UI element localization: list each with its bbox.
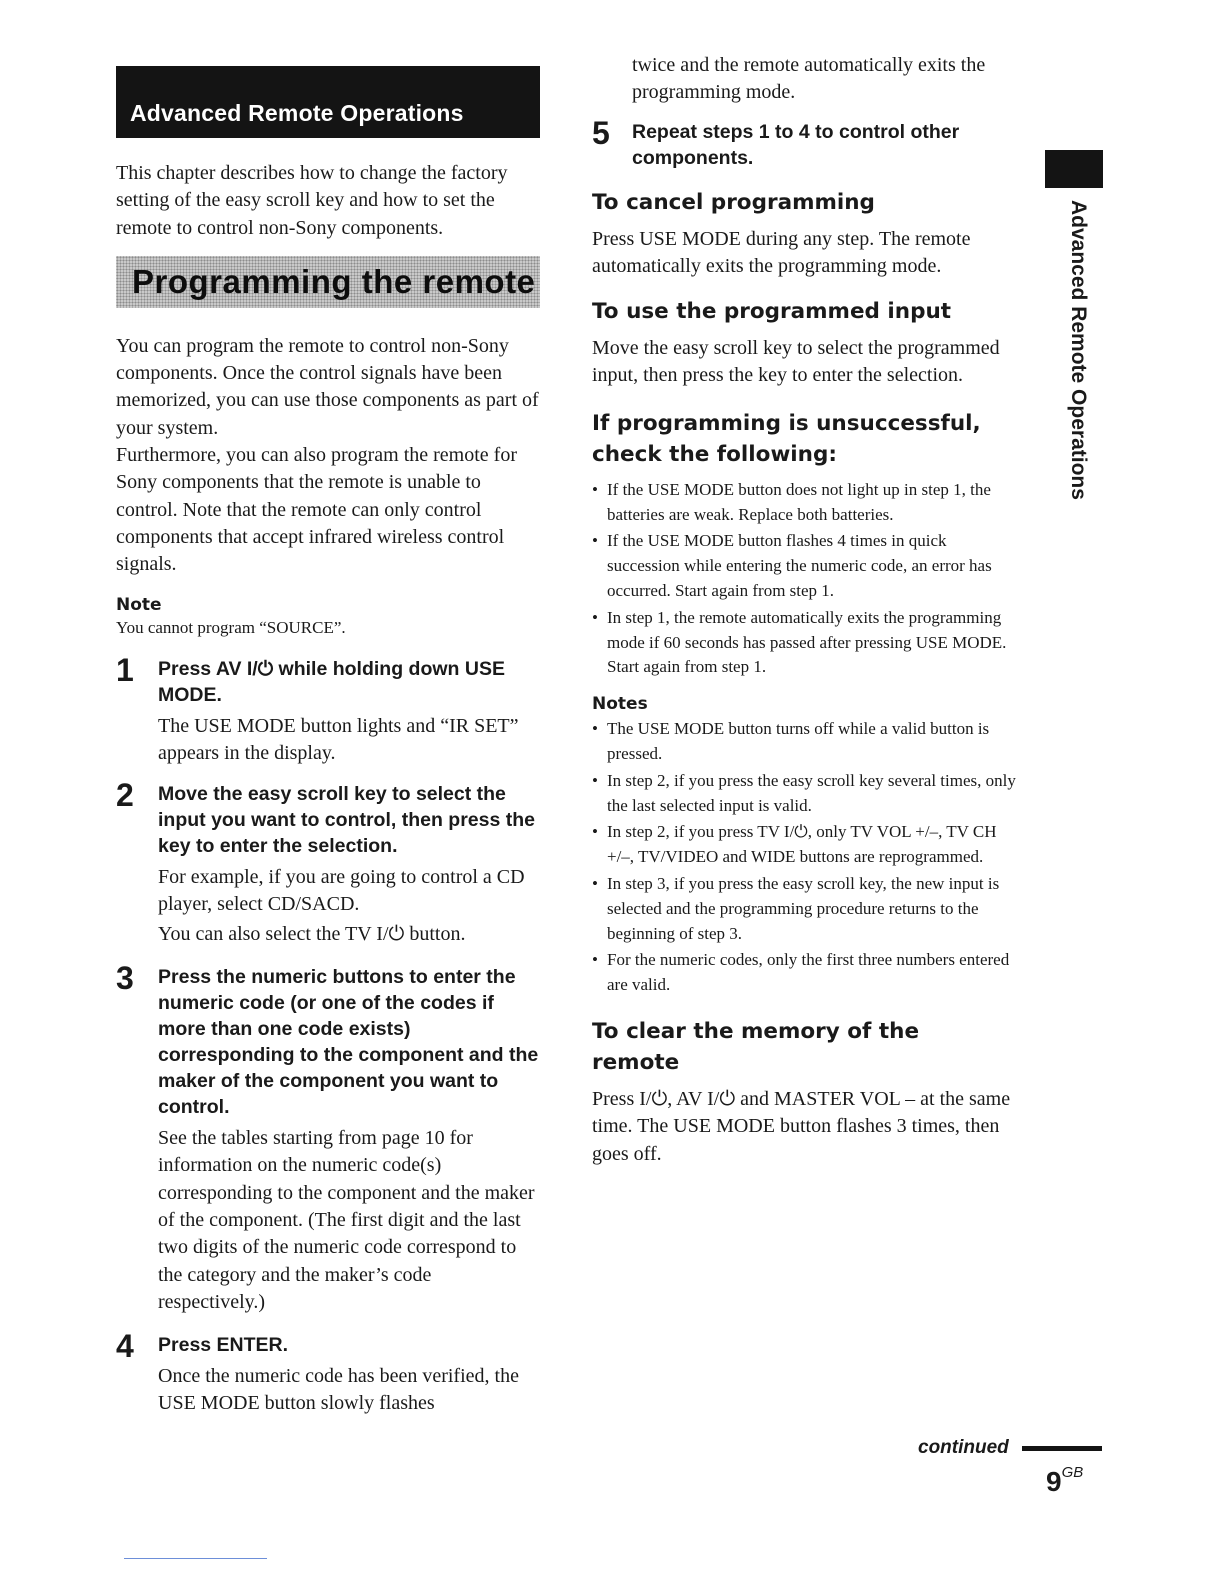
step-2 bbox=[116, 777, 540, 948]
step-number: 4 bbox=[116, 1328, 134, 1365]
list-item: • If the USE MODE button does not light up in step 1, the batteries are weak. Replace both batteries. bbox=[592, 478, 1022, 528]
bottom-rule bbox=[124, 1558, 267, 1559]
chapter-tab-marker bbox=[1045, 150, 1103, 188]
step-text: For example, if you are going to control a CD player, select CD/SACD. bbox=[158, 866, 525, 916]
list-item: • In step 3, if you press the easy scroll key, the new input is selected and the programming procedure returns to the beginning of step 3. bbox=[592, 872, 1022, 946]
step-number: 1 bbox=[116, 651, 134, 688]
step-1 bbox=[116, 651, 540, 768]
step-4 bbox=[116, 1328, 540, 1418]
step-text: See the tables starting from page 10 for information on the numeric code(s) corresponding to the component and the maker of the component. (The first digit and the last two digits of the numeric code correspond to the category and the maker’s code respectively.) bbox=[158, 1127, 535, 1313]
note-text: You cannot program “SOURCE”. bbox=[116, 617, 346, 637]
list-item: • In step 2, if you press TV I/⏻, only TV VOL +/–, TV CH +/–, TV/VIDEO and WIDE buttons are reprogrammed. bbox=[592, 820, 1022, 870]
step-text: Once the numeric code has been verified, the USE MODE button slowly flashes bbox=[158, 1365, 519, 1415]
use-input-heading: To use the programmed input bbox=[592, 299, 952, 325]
step-3 bbox=[116, 960, 540, 1316]
side-chapter-label-text: Advanced Remote Operations bbox=[1067, 200, 1090, 500]
unsuccessful-list bbox=[592, 478, 1022, 680]
step-heading: Press the numeric buttons to enter the numeric code (or one of the codes if more than one code exists) corresponding to the component and the maker of the component you want to control. bbox=[158, 966, 539, 1119]
right-column bbox=[592, 52, 1022, 1168]
notes-heading: Notes bbox=[592, 694, 648, 715]
list-item: • If the USE MODE button flashes 4 times in quick succession while entering the numeric code, an error has occurred. Start again from step 1. bbox=[592, 529, 1022, 603]
paragraph-2: Furthermore, you can also program the remote for Sony components that the remote is unable to control. Note that the remote can only control components that accept infrared wireless control signals. bbox=[116, 444, 517, 576]
list-item: • The USE MODE button turns off while a valid button is pressed. bbox=[592, 717, 1022, 767]
cancel-text: Press USE MODE during any step. The remote automatically exits the programming mode. bbox=[592, 227, 971, 277]
note-heading: Note bbox=[116, 594, 162, 615]
step-text: You can also select the TV I/⏻ button. bbox=[158, 922, 466, 945]
clear-text: Press I/⏻, AV I/⏻ and MASTER VOL – at the same time. The USE MODE button flashes 3 times, then goes off. bbox=[592, 1087, 1011, 1165]
side-chapter-label bbox=[1060, 200, 1090, 560]
step-text: The USE MODE button lights and “IR SET” appears in the display. bbox=[158, 714, 519, 764]
page-number-digit: 9 bbox=[1046, 1466, 1062, 1497]
notes-list bbox=[592, 717, 1022, 998]
step-heading: Move the easy scroll key to select the input you want to control, then press the key to enter the selection. bbox=[158, 783, 536, 858]
paragraph-1: You can program the remote to control non-Sony components. Once the control signals have been memorized, you can use those components as part of your system. bbox=[116, 334, 539, 439]
clear-heading: To clear the memory of the remote bbox=[592, 1018, 920, 1075]
chapter-title-banner: Advanced Remote Operations bbox=[116, 66, 540, 138]
step-5 bbox=[592, 114, 1022, 171]
page-number-suffix: GB bbox=[1061, 1463, 1084, 1481]
section-title-box bbox=[116, 256, 540, 308]
list-item: • In step 2, if you press the easy scroll key several times, only the last selected input is valid. bbox=[592, 769, 1022, 819]
step-number: 5 bbox=[592, 114, 610, 151]
section-title: Programming the remote bbox=[132, 262, 536, 300]
chapter-intro: This chapter describes how to change the factory setting of the easy scroll key and how to set the remote to control non-Sony components. bbox=[116, 162, 508, 239]
continued-label: continued bbox=[918, 1437, 1009, 1458]
step-number: 2 bbox=[116, 777, 134, 814]
continued-rule bbox=[1022, 1446, 1102, 1451]
step-heading: Press ENTER. bbox=[158, 1334, 289, 1357]
list-item: • In step 1, the remote automatically exits the programming mode if 60 seconds has passed after pressing USE MODE. Start again from step 1. bbox=[592, 606, 1022, 680]
step-heading: Press AV I/⏻ while holding down USE MODE. bbox=[158, 657, 505, 706]
unsuccessful-heading: If programming is unsuccessful, check the following: bbox=[592, 410, 981, 467]
use-input-text: Move the easy scroll key to select the programmed input, then press the key to enter the selection. bbox=[592, 337, 1000, 387]
page-number bbox=[1046, 1463, 1084, 1498]
cancel-heading: To cancel programming bbox=[592, 189, 875, 215]
step-number: 3 bbox=[116, 960, 134, 997]
step-4-continued: twice and the remote automatically exits the programming mode. bbox=[632, 54, 986, 104]
step-heading: Repeat steps 1 to 4 to control other components. bbox=[632, 120, 960, 169]
list-item: • For the numeric codes, only the first three numbers entered are valid. bbox=[592, 948, 1022, 998]
left-column bbox=[116, 66, 540, 1418]
